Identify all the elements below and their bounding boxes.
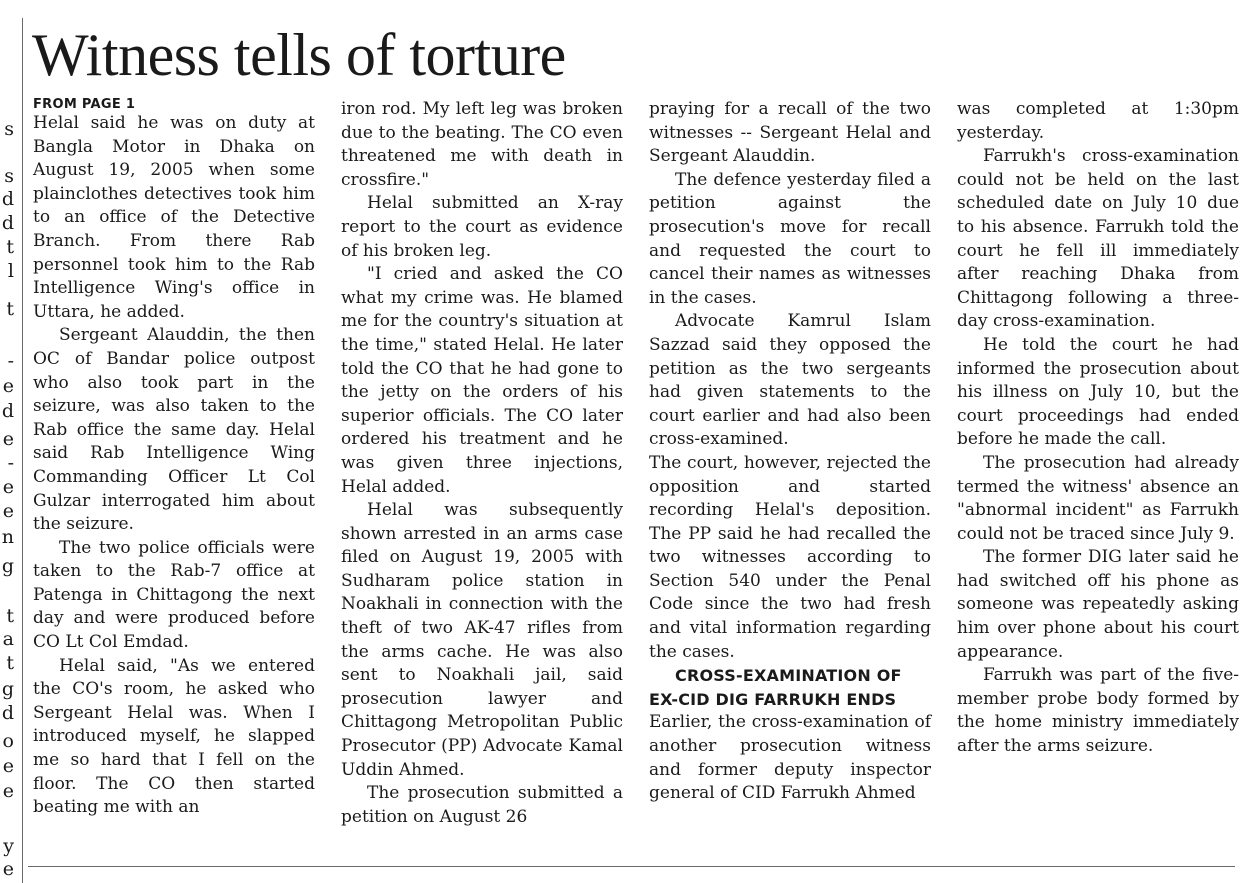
prev-letter: t	[6, 605, 14, 627]
headline: Witness tells of torture	[32, 22, 566, 88]
prev-letter: y	[3, 835, 14, 857]
prev-letter: s	[4, 118, 14, 140]
prev-letter: g	[1, 678, 14, 700]
prev-letter: l	[7, 260, 14, 282]
previous-article-edge	[0, 0, 20, 883]
article-column-1	[33, 98, 315, 820]
paragraph: "I cried and asked the CO what my crime was. He blamed me for the country's situation at the time," stated Helal. He later told the CO that he had gone to the jetty on the orders of his superior officials. The CO later ordered his treatment and he was given three injections, Helal added.	[341, 264, 623, 497]
prev-letter: t	[6, 652, 14, 674]
paragraph: The two police officials were taken to the Rab-7 office at Patenga in Chittagong the next day and were produced before CO Lt Col Emdad.	[33, 537, 315, 653]
prev-letter: t	[6, 298, 14, 320]
prev-letter: e	[2, 375, 14, 397]
paragraph: The prosecution had already termed the witness' absence an "abnormal incident" as Farrukh could not be traced since July 9.	[957, 452, 1239, 544]
prev-letter: e	[2, 780, 14, 802]
paragraph: The former DIG later said he had switched off his phone as someone was repeatedly asking him over phone about his court appearance.	[957, 547, 1239, 662]
prev-letter: -	[7, 350, 14, 372]
paragraph: The defence yesterday filed a petition against the prosecution's move for recall and requested the court to cancel their names as witnesses in the cases.	[649, 169, 931, 308]
prev-letter: d	[1, 702, 14, 724]
paragraph: Helal submitted an X-ray report to the court as evidence of his broken leg.	[341, 193, 623, 261]
paragraph: Helal said he was on duty at Bangla Motor in Dhaka on August 19, 2005 when some plainclothes detectives took him to an office of the Detective Branch. From there Rab personnel took him to the Rab Intelligence Wing's office in Uttara, he added.	[33, 113, 315, 322]
article-column-3	[649, 98, 931, 806]
prev-letter: a	[2, 628, 14, 650]
prev-letter: d	[1, 212, 14, 234]
prev-letter: o	[2, 730, 14, 752]
prev-letter: g	[1, 555, 14, 577]
paragraph: The prosecution submitted a petition on August 26	[341, 783, 623, 827]
prev-letter: e	[2, 476, 14, 498]
subheading: CROSS-EXAMINATION OF EX-CID DIG FARRUKH ENDS	[649, 666, 902, 709]
column-divider	[22, 18, 23, 883]
prev-letter: e	[2, 858, 14, 880]
paragraph-continued: praying for a recall of the two witnesses -- Sergeant Helal and Sergeant Alauddin.	[649, 99, 931, 167]
paragraph: Earlier, the cross-examination of another prosecution witness and former deputy inspector general of CID Farrukh Ahmed	[649, 712, 931, 804]
kicker: FROM PAGE 1	[33, 97, 136, 112]
prev-letter: -	[7, 452, 14, 474]
prev-letter: s	[4, 165, 14, 187]
paragraph: Farrukh's cross-examination could not be held on the last scheduled date on July 10 due to his absence. Farrukh told the court he fell ill immediately after reaching Dhaka from Chittagong following a three-day cross-examination.	[957, 146, 1239, 332]
prev-letter: e	[2, 500, 14, 522]
paragraph: He told the court he had informed the prosecution about his illness on July 10, but the court proceedings had ended before he made the call.	[957, 334, 1239, 450]
paragraph-continued: was completed at 1:30pm yesterday.	[957, 99, 1239, 143]
prev-letter: d	[1, 400, 14, 422]
paragraph: Helal said, "As we entered the CO's room, he asked who Sergeant Helal was. When I introduced myself, he slapped me so hard that I fell on the floor. The CO then started beating me with an	[33, 655, 315, 818]
paragraph: Advocate Kamrul Islam Sazzad said they opposed the petition as the two sergeants had given statements to the court earlier and had also been cross-examined.	[649, 311, 931, 450]
paragraph: The court, however, rejected the opposition and started recording Helal's deposition. The PP said he had recalled the two witnesses according to Section 540 under the Penal Code since the two had fresh and vital information regarding the cases.	[649, 452, 931, 662]
bottom-rule	[28, 866, 1235, 867]
paragraph-continued: iron rod. My left leg was broken due to the beating. The CO even threatened me with death in crossfire."	[341, 99, 623, 190]
article-column-4	[957, 98, 1239, 759]
paragraph: Helal was subsequently shown arrested in an arms case filed on August 19, 2005 with Sudharam police station in Noakhali in connection with the theft of two AK-47 rifles from the arms cache. He was also sent to Noakhali jail, said prosecution lawyer and Chittagong Metropolitan Public Prosecutor (PP) Advocate Kamal Uddin Ahmed.	[341, 500, 623, 780]
prev-letter: e	[2, 755, 14, 777]
prev-letter: t	[6, 236, 14, 258]
prev-letter: d	[1, 188, 14, 210]
article-column-2	[341, 98, 623, 829]
paragraph: Farrukh was part of the five-member probe body formed by the home ministry immediately after the arms seizure.	[957, 665, 1239, 757]
prev-letter: e	[2, 428, 14, 450]
paragraph: Sergeant Alauddin, the then OC of Bandar police outpost who also took part in the seizure, was also taken to the Rab office the same day. Helal said Rab Intelligence Wing Commanding Officer Lt Col Gulzar interrogated him about the seizure.	[33, 325, 315, 535]
prev-letter: n	[1, 526, 14, 548]
